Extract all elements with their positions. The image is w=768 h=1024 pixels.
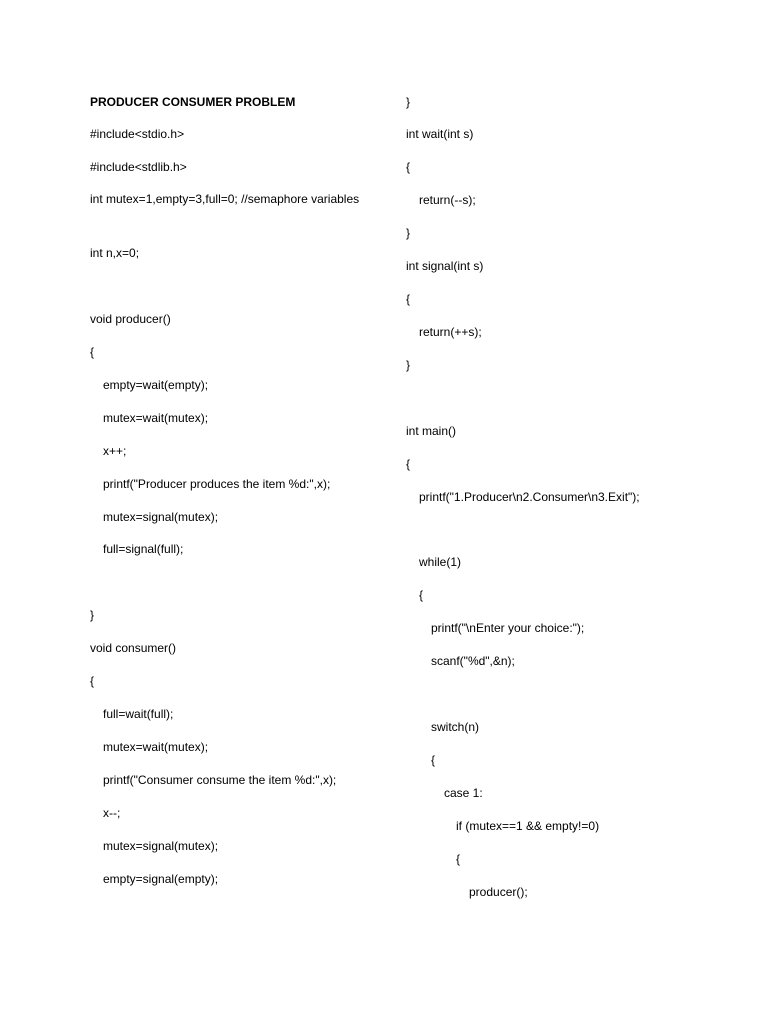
code-line: mutex=wait(mutex); <box>103 740 209 754</box>
code-line: { <box>90 345 95 359</box>
code-line: int n,x=0; <box>90 246 140 260</box>
code-line: } <box>406 226 411 240</box>
right-column <box>406 0 736 1024</box>
code-line: { <box>406 457 411 471</box>
code-line: int main() <box>406 424 457 438</box>
code-line: return(++s); <box>419 325 482 339</box>
code-line: switch(n) <box>431 720 480 734</box>
code-line: } <box>90 608 95 622</box>
code-line: } <box>406 95 411 109</box>
code-line: return(--s); <box>419 193 476 207</box>
code-line: { <box>419 588 424 602</box>
code-line: printf("\nEnter your choice:"); <box>431 621 585 635</box>
code-line: { <box>406 292 411 306</box>
code-line: void consumer() <box>90 641 177 655</box>
document-title: PRODUCER CONSUMER PROBLEM <box>90 95 296 109</box>
code-line: int mutex=1,empty=3,full=0; //semaphore variables <box>90 192 360 206</box>
code-line: { <box>406 160 411 174</box>
left-column <box>90 0 400 1024</box>
code-line: int signal(int s) <box>406 259 484 273</box>
code-line: printf("Producer produces the item %d:",x); <box>103 477 331 491</box>
code-line: mutex=signal(mutex); <box>103 510 219 524</box>
code-line: empty=wait(empty); <box>103 378 209 392</box>
code-line: full=signal(full); <box>103 542 184 556</box>
code-line: void producer() <box>90 312 171 326</box>
code-line: x++; <box>103 444 127 458</box>
code-line: printf("Consumer consume the item %d:",x); <box>103 773 337 787</box>
code-line: { <box>90 674 95 688</box>
code-line: if (mutex==1 && empty!=0) <box>456 819 600 833</box>
code-line: #include<stdio.h> <box>90 127 185 141</box>
code-line: mutex=wait(mutex); <box>103 411 209 425</box>
code-line: full=wait(full); <box>103 707 174 721</box>
code-line: { <box>431 753 436 767</box>
code-line: #include<stdlib.h> <box>90 160 187 174</box>
code-line: { <box>456 852 461 866</box>
code-line: x--; <box>103 806 121 820</box>
code-line: scanf("%d",&n); <box>431 654 515 668</box>
code-line: empty=signal(empty); <box>103 872 219 886</box>
code-line: } <box>406 358 411 372</box>
code-line: mutex=signal(mutex); <box>103 839 219 853</box>
code-line: producer(); <box>469 885 528 899</box>
code-line: printf("1.Producer\n2.Consumer\n3.Exit"); <box>419 490 640 504</box>
code-line: int wait(int s) <box>406 127 474 141</box>
code-line: case 1: <box>444 786 483 800</box>
code-line: while(1) <box>419 555 462 569</box>
